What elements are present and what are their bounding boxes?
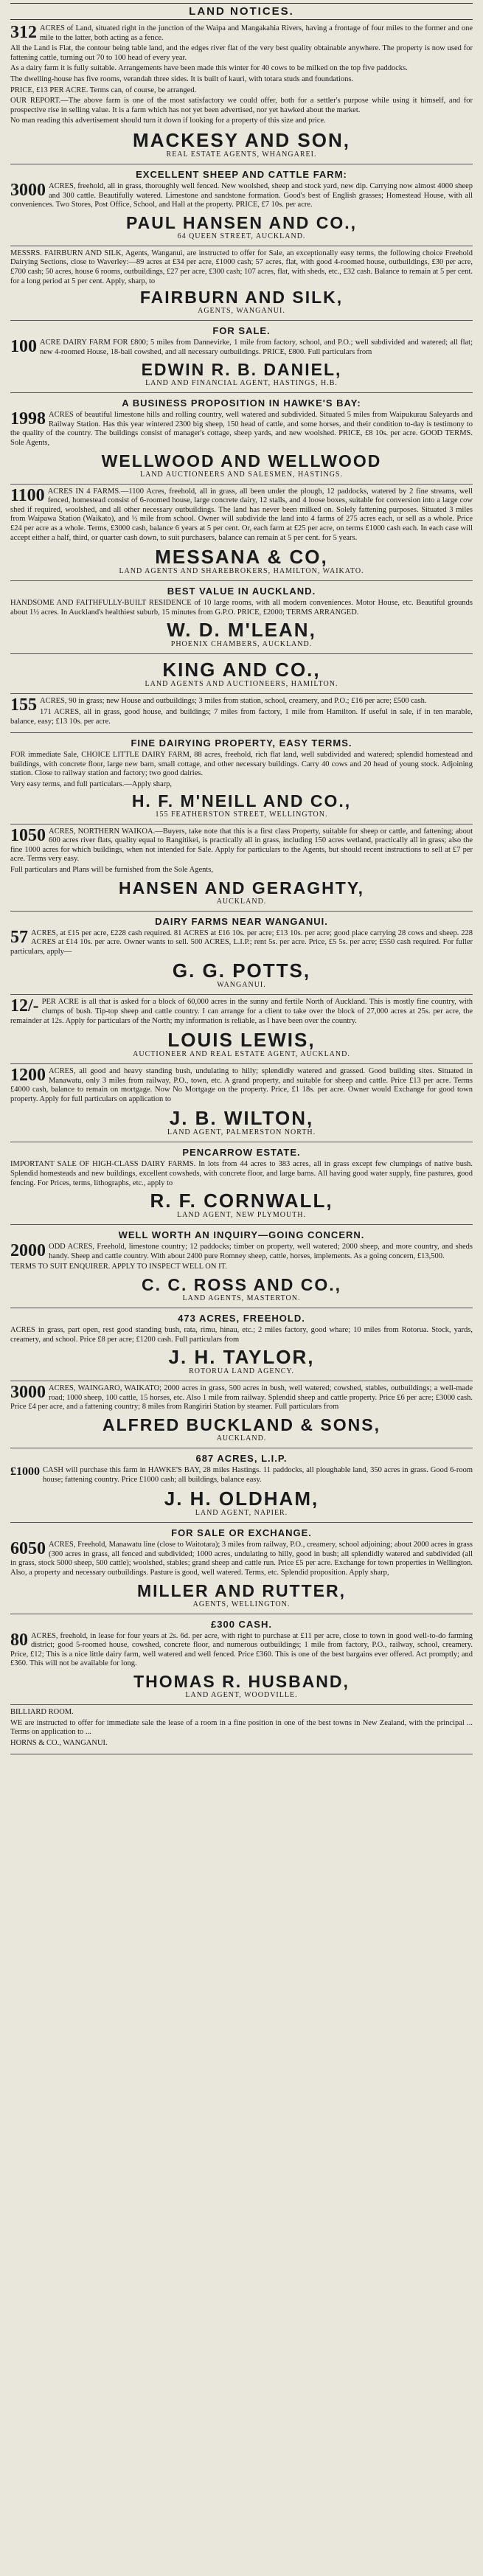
agent-address: REAL ESTATE AGENTS, WHANGAREI.	[166, 150, 317, 159]
ad-paragraph: As a dairy farm it is fully suitable. Arrangements have been made this winter for 40 cows to be milked on the top five paddocks.	[10, 64, 408, 73]
classified-ad	[10, 1381, 473, 1448]
agent-name: R. F. CORNWALL,	[150, 1190, 333, 1212]
ad-lead-number: 6050	[10, 1539, 46, 1559]
classified-ad	[10, 1523, 473, 1614]
agent-name: LOUIS LEWIS,	[167, 1029, 316, 1052]
ad-paragraph: ACRES, Freehold, Manawatu line (close to Waitotara); 3 miles from railway, P.O., creamery, school adjoining; about 2000 acres in grass (300 acres in grass, all fenced and subdivided; 1000 acres, undulating to hilly, good in bush; all splendidly watered and subdivided (all in grass, stock 5000 sheep, 500 cattle); woolshed, stables; grand sheep and cattle run. Price £5 per acre. Exchange for town properties in Wellington. Also, a property and necessary outbuildings. Pasture is good, well watered. Terms, etc. Splendid proposition. Apply sharp,	[10, 1541, 473, 1577]
agent-name: THOMAS R. HUSBAND,	[133, 1671, 350, 1691]
ad-paragraph: ACRES, at £15 per acre, £228 cash required. 81 ACRES at £16 10s. per acre; £13 10s. per acre; good place carrying 28 cows and sheep. 228 ACRES at £14 10s. per acre. Owner wants to sell. 500 ACRES, L.I.P.; rent 5s. per acre. Price, £5 5s. per acre; £550 cash required. For fuller particulars, apply—	[10, 928, 473, 956]
ad-paragraph: MESSRS. FAIRBURN AND SILK, Agents, Wanganui, are instructed to offer for Sale, an exceptionally easy terms, the following choice Freehold Dairying Sections, close to Waverley:—89 acres at £34 per acre, £1000 cash; 57 acres, flat, with good 4-roomed house, outbuildings, £30 per acre, £700 cash; 50 acres, house 6 rooms, outbuildings, £27 per acre, £300 cash; 107 acres, flat, with sheds, etc., £32 cash. Balance to remain at 5 per cent. for a long period at 5 per cent. Apply, sharp, to	[10, 249, 473, 285]
agent-address: LAND AGENT, PALMERSTON NORTH.	[167, 1128, 316, 1137]
agent-address: ROTORUA LAND AGENCY.	[189, 1367, 294, 1376]
ad-paragraph: ACRES, all good and heavy standing bush, undulating to hilly; splendidly watered and grassed. Good building sites. Situated in Manawatu, only 3 miles from railway, P.O., town, etc. A grand property, and suitable for sheep and cattle. Price £13 per acre. Terms £4000 cash, balance to remain on mortgage. Now No Mortgage on the property. Price, £1 18s. per acre. Owner would Exchange for good town property. Apply for full particulars on application to	[10, 1067, 473, 1103]
classified-ad	[10, 654, 473, 694]
ad-paragraph: The dwelling-house has five rooms, verandah three sides. It is built of kauri, with totara studs and foundations.	[10, 74, 354, 83]
ad-paragraph: CASH will purchase this farm in HAWKE'S BAY, 28 miles Hastings. 11 paddocks, all ploughable land, 350 acres in grass. Good 6-room house; fattening country. Price £1000 cash; all buildings, balance easy.	[43, 1466, 473, 1484]
agent-name: FAIRBURN AND SILK,	[139, 288, 344, 308]
agent-address: AUCTIONEER AND REAL ESTATE AGENT, AUCKLAND.	[133, 1050, 350, 1059]
ad-lead-number: 3000	[10, 1383, 46, 1403]
ad-lead-number: 1998	[10, 409, 46, 429]
ad-paragraph: PER ACRE is all that is asked for a block of 60,000 acres in the sunny and fertile North of Auckland. This is mostly fine country, with clumps of bush. Tip-top sheep and cattle country. I can arrange for a client to take over the block of 27,000 acres at 25s. per acre, the remainder at 12s. Apply for particulars of the North; my information is reliable, as I have been over the country.	[10, 998, 473, 1025]
agent-name: KING AND CO.,	[162, 659, 321, 681]
ad-lead-number: 155	[10, 695, 37, 715]
ad-paragraph: 171 ACRES, all in grass, good house, and buildings; 7 miles from factory, 1 mile from Hamilton. If useful in sale, if in ten marable, balance, easy; £13 10s. per acre.	[10, 708, 473, 726]
ad-heading: FOR SALE OR EXCHANGE.	[171, 1527, 312, 1539]
classified-ad	[10, 912, 473, 996]
ad-lead-number: 1050	[10, 825, 46, 845]
ad-paragraph: Full particulars and Plans will be furnished from the Sole Agents,	[10, 865, 213, 874]
ad-lead-number: 80	[10, 1630, 28, 1650]
agent-address: AGENTS, WELLINGTON.	[192, 1600, 291, 1608]
ad-body	[10, 487, 473, 545]
agent-name: H. F. M'NEILL AND CO.,	[131, 791, 352, 810]
agent-address: PHOENIX CHAMBERS, AUCKLAND.	[170, 640, 313, 649]
ad-paragraph: BILLIARD ROOM.	[10, 1707, 74, 1716]
ad-heading: FOR SALE.	[212, 325, 271, 337]
classified-ad	[10, 1225, 473, 1308]
classified-ad	[10, 321, 473, 393]
ad-body	[10, 24, 473, 128]
agent-address: LAND AGENTS AND AUCTIONEERS, HAMILTON.	[145, 680, 338, 689]
classified-ad	[10, 824, 473, 912]
agent-address: AGENTS, WANGANUI.	[198, 307, 285, 316]
agent-address: WANGANUI.	[217, 981, 266, 990]
ad-paragraph: TERMS TO SUIT ENQUIRER. APPLY TO INSPECT WELL ON IT.	[10, 1263, 227, 1271]
ad-lead-number: £1000	[10, 1465, 40, 1478]
ad-body	[10, 411, 473, 449]
agent-address: LAND AUCTIONEERS AND SALESMEN, HASTINGS.	[139, 470, 343, 479]
agent-name: ALFRED BUCKLAND & SONS,	[102, 1415, 381, 1434]
agent-name: G. G. POTTS,	[172, 959, 311, 982]
ad-lead-number: 2000	[10, 1241, 46, 1261]
ad-paragraph: WE are instructed to offer for immediate sale the lease of a room in a fine position in one of the best towns in New Zealand, with the principal ... Terms on application to ...	[10, 1718, 473, 1737]
classified-ad	[10, 995, 473, 1064]
ad-paragraph: ACRES, NORTHERN WAIKOA.—Buyers, take note that this is a first class Property, suitable for sheep or cattle, and fattening; about 600 acres river flats, quality equal to Rangitikei, is practically all in grass, including 150 acres wetland, practically all in grass; also the fine 1000 acres for which buildings, when not intended for Sale. Apply for particulars to the Agents, but should recent instructions to sell at £7 per acre. Terms very easy.	[10, 827, 473, 864]
ad-paragraph: ACRES, WAINGARO, WAIKATO; 2000 acres in grass, 500 acres in bush, well watered; cowshed, stables, outbuildings; a well-made road; 1000 sheep, 100 cattle, 15 horses, etc. Also 1 mile from railway. Splendid sheep and cattle property. Price £6 per acre; £3000 cash. Price £4 per acre, and a fattening country; 8 miles from Rangiriri Station by steamer. Full particulars from	[10, 1384, 473, 1412]
classified-ad	[10, 1142, 473, 1225]
ad-heading: PENCARROW ESTATE.	[182, 1147, 301, 1159]
ad-lead-number: 100	[10, 337, 37, 357]
ad-paragraph: ACRE DAIRY FARM FOR £800; 5 miles from Dannevirke, 1 mile from factory, school, and P.O.; well subdivided and watered; all flat; new 4-roomed House, 18-bail cowshed, and all necessary outbuildings. PRICE, £800. Full particulars from	[40, 339, 473, 356]
agent-name: EDWIN R. B. DANIEL,	[141, 360, 342, 380]
classified-ad	[10, 1448, 473, 1523]
ad-body	[10, 1384, 473, 1414]
agent-name: MESSANA & CO,	[155, 546, 328, 569]
ad-list	[10, 21, 473, 1754]
ad-lead-number: 57	[10, 927, 28, 947]
agent-name: J. H. TAYLOR,	[168, 1346, 315, 1369]
newspaper-page	[0, 3, 483, 2576]
ad-heading: WELL WORTH AN INQUIRY—GOING CONCERN.	[118, 1229, 365, 1241]
ad-paragraph: ACRES in grass, part open, rest good standing bush, rata, rimu, hinau, etc.; 2 miles factory, good whare; 10 miles from Rotorua. Stock, yards, creamery, and school. Price £8 per acre; £1200 cash. Full particulars from	[10, 1326, 473, 1344]
ad-heading: BEST VALUE IN AUCKLAND.	[167, 586, 316, 597]
agent-address: LAND AGENTS, MASTERTON.	[182, 1294, 301, 1303]
ad-paragraph: ACRES, freehold, all in grass, thoroughly well fenced. New woolshed, sheep and stock yard, new dip. Carrying now almost 4000 sheep and 300 cattle. Beautifully watered. Limestone and sandstone formation. Good's best of English grasses; Homestead House, with all conveniences. Two Stores, Post Office, School, and Hall at the property. PRICE, £7 10s. per acre.	[10, 181, 473, 209]
ad-body	[10, 1160, 473, 1188]
ad-body	[10, 827, 473, 877]
ad-lead-number: 1200	[10, 1066, 46, 1086]
ad-body	[10, 929, 473, 959]
classified-ad	[10, 1308, 473, 1381]
classified-ad	[10, 1064, 473, 1142]
ad-paragraph: ODD ACRES, Freehold, limestone country; 12 paddocks; timber on property, well watered; 2000 sheep, and more country, and sheds handy. Sheep and cattle country. With about 2400 pure Romney sheep, cattle, horses, implements. As a going concern, £13,500.	[49, 1243, 473, 1260]
ad-body	[10, 1708, 473, 1748]
ad-paragraph: ACRES of beautiful limestone hills and rolling country, well watered and subdivided. Situated 5 miles from Waipukurau Saleyards and Railway Station. Has this year wintered 2300 big sheep, 150 head of cattle, and some horses, and their condition to-day is testimony to the quality of the country. The buildings consist of manager's cottage, sheep yards, and new woolshed. PRICE, £8 10s. per acre. GOOD TERMS. Sole Agents,	[10, 411, 473, 448]
agent-address: LAND AGENT, NEW PLYMOUTH.	[176, 1211, 306, 1220]
classified-ad	[10, 1705, 473, 1754]
ad-heading: 473 ACRES, FREEHOLD.	[178, 1313, 305, 1325]
classified-ad	[10, 581, 473, 654]
ad-paragraph: FOR immediate Sale, CHOICE LITTLE DAIRY FARM, 88 acres, freehold, rich flat land, well subdivided and watered; splendid homestead and buildings, with concrete floor, large new barn, small cottage, and other necessary buildings. Carry 40 cows and 20 head of young stock. Adjoining station. Close to railway station and factory; two good dairies.	[10, 751, 473, 778]
agent-name: MACKESY AND SON,	[133, 128, 350, 151]
agent-address: 155 FEATHERSTON STREET, WELLINGTON.	[155, 810, 328, 819]
agent-name: HANSEN AND GERAGHTY,	[118, 878, 365, 898]
ad-body	[10, 249, 473, 286]
agent-address: LAND AGENT, WOODVILLE.	[185, 1690, 298, 1699]
ad-heading: DAIRY FARMS NEAR WANGANUI.	[155, 915, 328, 927]
ad-paragraph: ACRES of Land, situated right in the junction of the Waipa and Mangakahia Rivers, having a frontage of four miles to the former and one mile to the latter, both acting as a fence.	[40, 24, 473, 42]
agent-name: J. H. OLDHAM,	[164, 1487, 319, 1510]
classified-ad	[10, 164, 473, 246]
agent-address: LAND AGENTS AND SHAREBROKERS, HAMILTON, WAIKATO.	[119, 567, 364, 576]
ad-heading: £300 CASH.	[211, 1618, 272, 1630]
ad-body	[10, 1326, 473, 1344]
agent-name: MILLER AND RUTTER,	[136, 1580, 346, 1600]
ad-paragraph: ACRES, freehold, in lease for four years at 2s. 6d. per acre, with right to purchase at £11 per acre, close to town in good well-to-do farming district; good 5-roomed house, cowshed, concrete floor, and numerous outbuildings; 1 mile from factory, P.O., railway, school, creamery. Price, £12; This is a nice little dairy farm, well watered and well fenced. Price £360. This is one of the best bargains ever offered. Act promptly; and £360. This will not be available for long.	[10, 1631, 473, 1668]
ad-body	[10, 599, 473, 617]
ad-body	[10, 1243, 473, 1274]
classified-ad	[10, 733, 473, 824]
agent-address: AUCKLAND.	[216, 897, 267, 906]
ad-heading: A BUSINESS PROPOSITION IN HAWKE'S BAY:	[122, 397, 361, 409]
agent-name: WELLWOOD AND WELLWOOD	[101, 451, 382, 471]
agent-address: LAND AGENT, NAPIER.	[195, 1509, 288, 1518]
agent-address: 64 QUEEN STREET, AUCKLAND.	[177, 232, 306, 240]
agent-name: W. D. M'LEAN,	[167, 619, 316, 642]
ad-body	[10, 1067, 473, 1105]
ad-paragraph: ACRES, 90 in grass; new House and outbuildings; 3 miles from station, school, creamery, and P.O.; £16 per acre; £500 cash.	[40, 697, 427, 706]
agent-name: PAUL HANSEN AND CO.,	[125, 212, 358, 232]
classified-ad	[10, 21, 473, 164]
agent-address: LAND AND FINANCIAL AGENT, HASTINGS, H.B.	[145, 379, 338, 388]
ad-body	[10, 1632, 473, 1670]
ad-heading: 687 ACRES, L.I.P.	[195, 1453, 288, 1464]
section-heading: LAND NOTICES.	[10, 3, 473, 20]
agent-name: J. B. WILTON,	[169, 1107, 314, 1130]
ad-body	[10, 751, 473, 789]
agent-name: C. C. ROSS AND CO.,	[142, 1275, 341, 1295]
ad-lead-number: 3000	[10, 180, 46, 200]
ad-heading: FINE DAIRYING PROPERTY, EASY TERMS.	[131, 737, 352, 749]
classified-ad	[10, 485, 473, 582]
ad-body	[10, 697, 473, 728]
ad-body	[10, 998, 473, 1027]
ad-heading: EXCELLENT SHEEP AND CATTLE FARM:	[136, 168, 347, 180]
ad-lead-number: 1100	[10, 485, 45, 505]
ad-paragraph: Very easy terms, and full particulars.—Apply sharp,	[10, 780, 172, 788]
ad-paragraph: HORNS & CO., WANGANUI.	[10, 1738, 108, 1747]
ad-paragraph: No man reading this advertisement should turn it down if looking for a property of this size and price.	[10, 117, 326, 125]
ad-paragraph: ACRES IN 4 FARMS.—1100 Acres, freehold, all in grass, all been under the plough, 12 paddocks, watered by 2 fine streams, well fenced, homestead consist of 6-roomed house, large concrete dairy, 12 stalls, and 4 loose boxes, suitable for conversion into a large cow shed if required, woolshed, and all other necessary outbuildings. The land has never been milked on. Solely fattening purposes. Situated 3 miles from Waipawa Station (Waikato), and ½ mile from school. Owner will subdivide the land into 4 farms of 275 acres each, or sell as a whole. Price £24 per acre as a whole. Terms, £3000 cash, balance 6 years at 5 per cent. Or, each farm at £25 per acre, on terms £1000 cash each. In each case will accept either a half, third, or quarter cash down, to suit purchasers, balance can remain at 5 per cent. for 5 years.	[10, 487, 473, 542]
classified-ad	[10, 1614, 473, 1705]
ad-lead-number: 312	[10, 23, 37, 42]
ad-paragraph: All the Land is Flat, the contour being table land, and the edges river flat of the very best quality obtainable anywhere. The property is now used for fattening cattle, turning out 70 to 100 head of every year.	[10, 44, 473, 62]
classified-ad	[10, 694, 473, 733]
ad-paragraph: PRICE, £13 PER ACRE. Terms can, of course, be arranged.	[10, 86, 197, 94]
ad-paragraph: OUR REPORT.—The above farm is one of the most satisfactory we could offer, both for a settler's purpose while using it himself, and for prospective rise in selling value. It is a farm which has not yet been advertised, nor yet hawked about the market.	[10, 97, 473, 114]
ad-body	[10, 339, 473, 358]
ad-paragraph: IMPORTANT SALE OF HIGH-CLASS DAIRY FARMS. In lots from 44 acres to 383 acres, all in grass except few clumpings of native bush. Splendid homesteads and new buildings, excellent cowsheds, with concrete floor, and large barns. All having good water supply, fine pastures, good fencing. For Prices, terms, lithographs, etc., apply to	[10, 1160, 473, 1187]
ad-body	[10, 182, 473, 212]
ad-body	[10, 1541, 473, 1579]
classified-ad	[10, 393, 473, 484]
classified-ad	[10, 246, 473, 321]
agent-address: AUCKLAND.	[216, 1434, 267, 1443]
ad-body	[10, 1466, 473, 1486]
ad-paragraph: HANDSOME AND FAITHFULLY-BUILT RESIDENCE of 10 large rooms, with all modern conveniences. Motor House, etc. Beautiful grounds about 1½ acres. In Auckland's healthiest suburb, 15 minutes from G.P.O. PRICE, £2000; TERMS ARRANGED.	[10, 599, 473, 617]
ad-lead-number: 12/-	[10, 996, 39, 1016]
